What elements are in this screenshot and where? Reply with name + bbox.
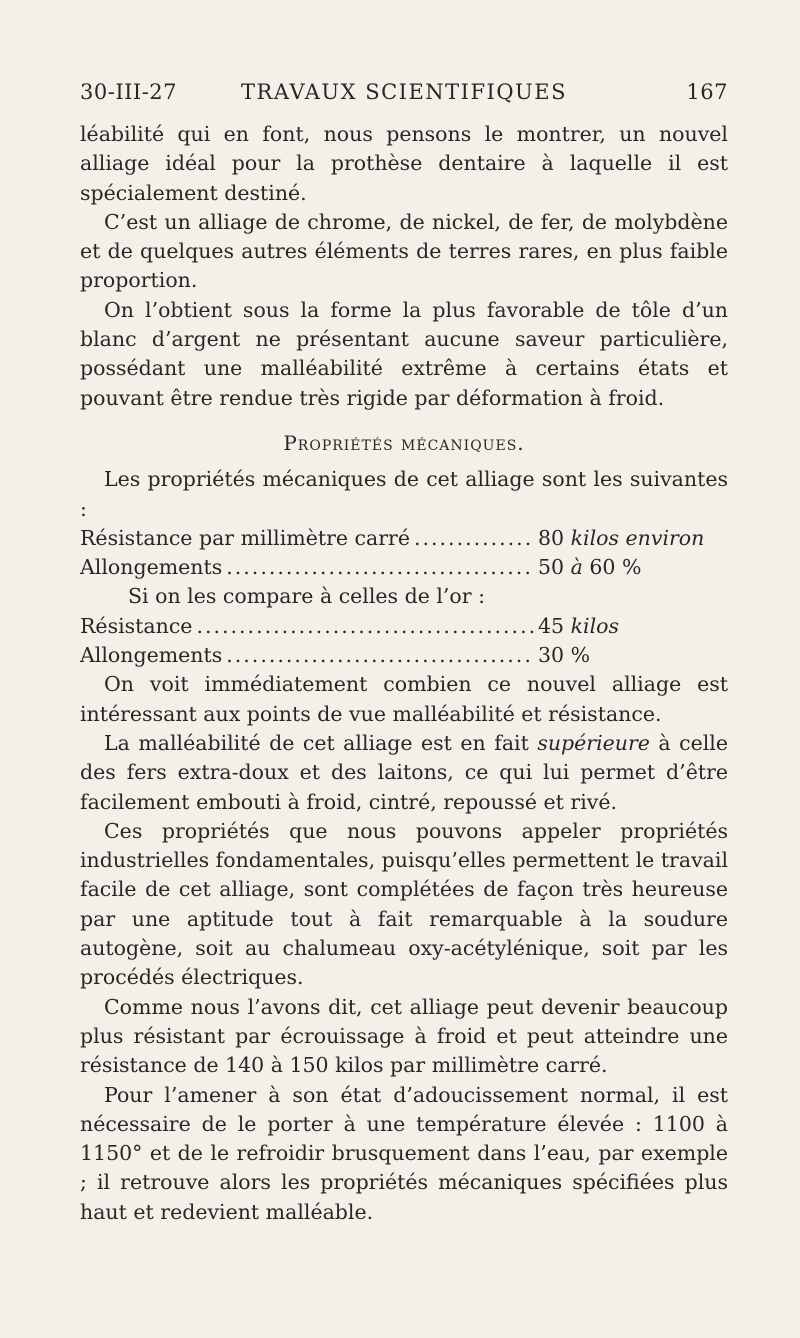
table-row bbox=[80, 612, 728, 641]
row-label: Allongements bbox=[80, 555, 223, 580]
page-body bbox=[80, 120, 728, 1227]
paragraph: léabilité qui en font, nous pensons le montrer, un nouvel alliage idéal pour la prothèse dentaire à laquelle il est spécialement destiné. bbox=[80, 122, 728, 205]
running-header bbox=[80, 80, 728, 116]
section-heading: Propriétés mécaniques. bbox=[283, 430, 525, 455]
table-row bbox=[80, 524, 728, 553]
table-row bbox=[80, 553, 728, 582]
row-label: Résistance par millimètre carré bbox=[80, 525, 410, 550]
paragraph: La malléabilité de cet alliage est en fait supérieure à celle des fers extra-doux et des laitons, ce qui lui permet d’être facilement embouti à froid, cintré, repoussé et rivé. bbox=[80, 730, 728, 814]
paragraph: C’est un alliage de chrome, de nickel, de fer, de molybdène et de quelques autres éléments de terres rares, en plus faible proportion. bbox=[80, 209, 728, 293]
row-value: 30 % bbox=[538, 643, 591, 668]
leader-dots bbox=[226, 641, 534, 670]
header-title: TRAVAUX SCIENTIFIQUES bbox=[241, 80, 567, 104]
table-row bbox=[80, 641, 728, 670]
row-value: 80 kilos environ bbox=[538, 525, 705, 550]
paragraph: Ces propriétés que nous pouvons appeler propriétés industrielles fondamentales, puisqu’elles permettent le travail facile de cet alliage, sont complétées de façon très heureuse par une aptitude tout à fait remarquable à la soudure autogène, soit au chalumeau oxy-acétylénique, soit par les procédés électriques. bbox=[80, 818, 728, 990]
paragraph: On l’obtient sous la forme la plus favorable de tôle d’un blanc d’argent ne présentant aucune saveur particulière, possédant une malléabilité extrême à certains états et pouvant être rendue très rigide par déformation à froid. bbox=[80, 297, 728, 410]
header-date: 30-III-27 bbox=[80, 80, 178, 104]
leader-dots bbox=[414, 524, 534, 553]
paragraph: Comme nous l’avons dit, cet alliage peut devenir beaucoup plus résistant par écrouissage à froid et peut atteindre une résistance de 140 à 150 kilos par millimètre carré. bbox=[80, 994, 728, 1078]
leader-dots bbox=[226, 553, 534, 582]
row-label: Résistance bbox=[80, 613, 193, 638]
page-number: 167 bbox=[686, 80, 728, 104]
row-value: 50 à 60 % bbox=[538, 555, 642, 580]
leader-dots bbox=[196, 612, 534, 641]
paragraph: Pour l’amener à son état d’adoucissement normal, il est nécessaire de le porter à une température élevée : 1100 à 1150° et de le refroidir brusquement dans l’eau, par exemple ; il retrouve alors les propriétés mécaniques spécifiées plus haut et redevient malléable. bbox=[80, 1082, 728, 1224]
paragraph: On voit immédiatement combien ce nouvel alliage est intéressant aux points de vue malléabilité et résistance. bbox=[80, 672, 728, 726]
paragraph: Si on les compare à celles de l’or : bbox=[128, 584, 485, 609]
row-value: 45 kilos bbox=[538, 613, 620, 638]
paragraph: Les propriétés mécaniques de cet alliage sont les suivantes : bbox=[80, 467, 728, 521]
row-label: Allongements bbox=[80, 643, 223, 668]
